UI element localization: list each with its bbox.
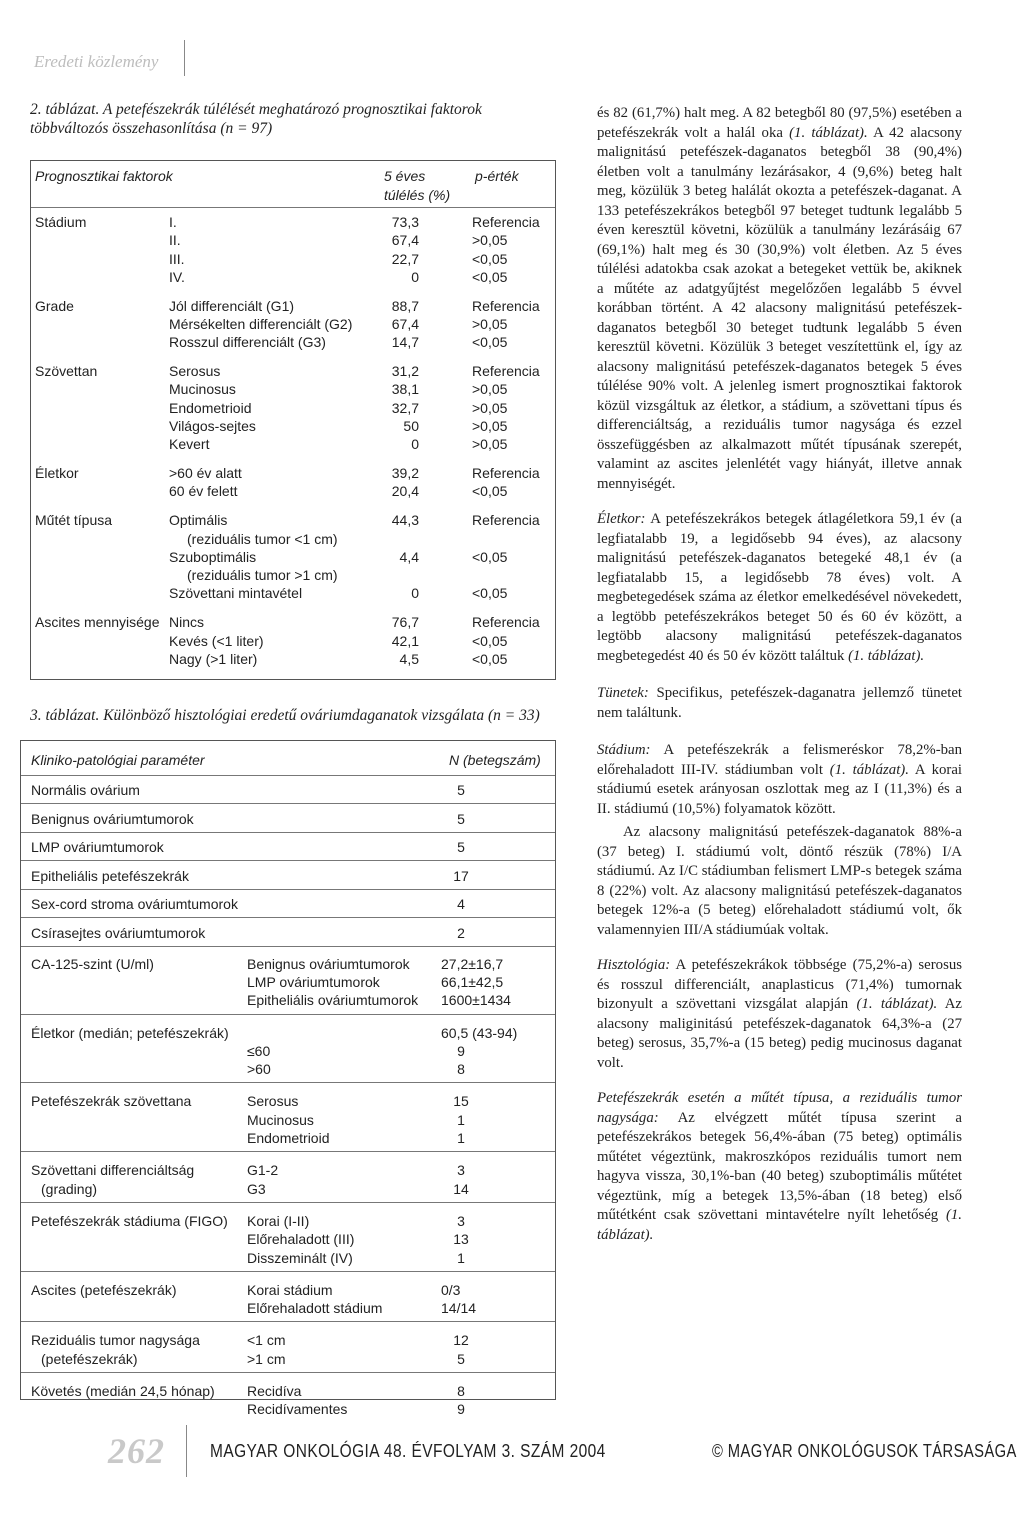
table2-group-name: Stádium: [35, 214, 87, 230]
paragraph-histology-text: A petefészekrákok többsége (75,2%-a) serosus és rosszul differenciált, anaplasticus (71,4%) tumornak bizonyult a szövettani vizsgálat alapján: [597, 957, 962, 1012]
table2-survival-value: 4,5: [399, 650, 419, 667]
table3-group-label: Petefészekrák szövettana: [31, 1093, 192, 1110]
table2-group-name: Ascites mennyisége: [35, 614, 160, 631]
table3-sub-label: Epitheliális ováriumtumorok: [247, 992, 419, 1009]
table2-level: (reziduális tumor <1 cm): [187, 530, 338, 547]
table3-sub-label: Mucinosus: [247, 1111, 314, 1128]
table2-p-value: Referencia: [472, 512, 540, 529]
table3-sub-n: 9: [457, 1042, 465, 1059]
table2-survival-value: 0: [411, 436, 419, 453]
table3-row-rule: [21, 1202, 555, 1203]
table2-header-rule: [31, 207, 555, 208]
table2-level: >60 év alatt: [169, 465, 242, 482]
table2-level: Mérsékelten differenciált (G2): [169, 316, 353, 332]
table3-sub-n: 3: [457, 1212, 465, 1229]
table3-sub-label: G3: [247, 1180, 266, 1197]
table3-row-n: 5: [457, 782, 465, 798]
page-number: 262: [108, 1431, 165, 1471]
copyright-notice: © MAGYAR ONKOLÓGUSOK TÁRSASÁGA: [712, 1441, 1017, 1461]
table3-row-rule: [21, 1321, 555, 1322]
table3-sub-n: 0/3: [441, 1281, 461, 1298]
table3-row-rule: [21, 946, 555, 947]
paragraph-survival: [597, 104, 962, 494]
table3-sub-label: ≤60: [247, 1042, 271, 1059]
table3-group-label: Reziduális tumor nagysága: [31, 1332, 200, 1349]
table3-sub-label: Előrehaladott (III): [247, 1231, 355, 1248]
paragraph-stage: [597, 741, 962, 819]
paragraph-stage-rest: A korai stádiumú esetek arányosan oszlottak meg az I (11,3%) és a II. stádiumú (10,5%) folyamatok között.: [597, 761, 962, 817]
table2-p-value: <0,05: [472, 548, 508, 565]
paragraph-lmp-stage: [597, 823, 962, 940]
table3-sub-label: Korai (I-II): [247, 1212, 310, 1229]
table2-level: Kevert: [169, 436, 210, 453]
table3-sub-label: Benignus ováriumtumorok: [247, 955, 410, 972]
table3-sub-label: Serosus: [247, 1093, 299, 1110]
table2-survival-value: 50: [403, 418, 419, 434]
table3-row-label: Epitheliális petefészekrák: [31, 867, 189, 884]
table3-row-rule: [21, 1151, 555, 1152]
table2-p-value: Referencia: [472, 465, 540, 482]
table3-sub-n: 1: [457, 1111, 465, 1128]
table2-p-value: <0,05: [472, 250, 508, 267]
paragraph-age: [597, 510, 962, 666]
table2-group-name: Grade: [35, 297, 74, 314]
table2-level: Szövettani mintavétel: [169, 585, 303, 602]
table3-row-n: 5: [457, 810, 465, 827]
table3-row-rule: [21, 1082, 555, 1083]
table3-row-rule: [21, 803, 555, 804]
table3-row-rule: [21, 917, 555, 918]
table3-group-label: Szövettani differenciáltság: [31, 1162, 195, 1179]
table2-survival-value: 42,1: [391, 632, 419, 649]
paragraph-symptoms: [597, 684, 962, 723]
table3-sub-label: LMP ováriumtumorok: [247, 973, 380, 990]
table2-level: Mucinosus: [169, 381, 236, 398]
table3-row-rule: [21, 889, 555, 890]
table3: [20, 740, 556, 1418]
table2-p-value: >0,05: [472, 418, 508, 434]
table2-level: I.: [169, 214, 177, 230]
table2-level: II.: [169, 232, 181, 249]
table2: [30, 160, 556, 680]
table2-p-value: <0,05: [472, 268, 508, 285]
table2-survival-value: 44,3: [391, 512, 419, 529]
paragraph-surgery-ref: (1. táblázat).: [597, 1207, 962, 1243]
table2-header-p: p-érték: [475, 168, 519, 184]
table2-level: Világos-sejtes: [169, 418, 256, 434]
table2-level: 60 év felett: [169, 483, 238, 500]
table2-level: Serosus: [169, 363, 221, 380]
table2-survival-value: 67,4: [391, 316, 419, 332]
table3-sub-n: 1: [457, 1130, 465, 1146]
journal-citation: MAGYAR ONKOLÓGIA 48. ÉVFOLYAM 3. SZÁM 2004: [210, 1441, 606, 1461]
table3-sub-n: 1600±1434: [441, 992, 511, 1009]
table2-survival-value: 76,7: [391, 614, 419, 631]
paragraph-histology-ref: (1. táblázat).: [856, 996, 938, 1012]
paragraph-survival-text: és 82 (61,7%) halt meg. A 82 betegből 80 (97,5%) esetében a petefészekrák volt a halál oka: [597, 105, 962, 141]
table2-level: Szuboptimális: [169, 548, 257, 565]
table2-level: Endometrioid: [169, 399, 252, 416]
table3-group-label: Életkor (medián; petefészekrák): [31, 1024, 229, 1041]
table2-caption-line1: 2. táblázat. A petefészekrák túlélését meghatározó prognosztikai faktorok: [30, 101, 482, 118]
table2-p-value: <0,05: [472, 334, 508, 351]
table2-p-value: >0,05: [472, 232, 508, 249]
table3-row-label: Benignus ováriumtumorok: [31, 810, 194, 827]
table3-sub-label: G1-2: [247, 1162, 279, 1179]
table3-row-n: 5: [457, 839, 465, 856]
table3-group-label: Követés (medián 24,5 hónap): [31, 1383, 215, 1399]
table2-survival-value: 31,2: [391, 363, 419, 380]
table2-header-survival-1: 5 éves: [384, 168, 426, 184]
table3-header-rule: [21, 775, 555, 776]
table2-survival-value: 38,1: [391, 381, 419, 398]
table3-sub-label: Recidíva: [247, 1383, 302, 1399]
table2-survival-value: 4,4: [399, 548, 419, 565]
table3-row-n: 2: [457, 925, 465, 941]
table2-p-value: Referencia: [472, 297, 540, 314]
table3-sub-n: 14/14: [441, 1300, 477, 1317]
table3-sub-n: 14: [453, 1180, 469, 1197]
paragraph-surgery: [597, 1089, 962, 1245]
table3-row-rule: [21, 860, 555, 861]
table3-sub-n: 12: [453, 1332, 469, 1349]
table3-sub-label: Recidívamentes: [247, 1401, 348, 1418]
table2-level: Nincs: [169, 614, 205, 631]
table2-survival-value: 20,4: [391, 483, 419, 500]
paragraph-histology: [597, 956, 962, 1073]
table2-header-factor: Prognosztikai faktorok: [35, 168, 173, 184]
table3-group-label: Ascites (petefészekrák): [31, 1281, 177, 1298]
table2-survival-value: 88,7: [391, 297, 419, 314]
table2-level: Optimális: [169, 512, 228, 529]
table3-row-rule: [21, 1372, 555, 1373]
table3-sub-label: Előrehaladott stádium: [247, 1300, 383, 1317]
table2-header-survival-2: túlélés (%): [384, 187, 451, 203]
table3-sub-label: <1 cm: [247, 1332, 286, 1349]
table2-p-value: >0,05: [472, 316, 508, 332]
header-divider: [184, 40, 185, 76]
table2-survival-value: 22,7: [391, 250, 419, 267]
table3-header-n: N (betegszám): [449, 752, 541, 768]
table3-group-label: Petefészekrák stádiuma (FIGO): [31, 1212, 228, 1229]
table3-group-n: 60,5 (43-94): [441, 1024, 518, 1041]
table2-p-value: >0,05: [472, 399, 508, 416]
table3-header-param: Kliniko-patológiai paraméter: [31, 752, 205, 768]
table2-level: (reziduális tumor >1 cm): [187, 567, 338, 584]
table2-p-value: Referencia: [472, 214, 540, 230]
table3-sub-n: 8: [457, 1061, 465, 1078]
table3-group-label-cont: (grading): [41, 1180, 98, 1197]
table3-row-rule: [21, 1014, 555, 1015]
paragraph-stage-lead: Stádium:: [597, 742, 651, 758]
table3-caption-prefix: 3. táblázat.: [30, 707, 100, 724]
table3-row-rule: [21, 1271, 555, 1272]
table3-sub-label: Disszeminált (IV): [247, 1249, 353, 1266]
table2-level: Nagy (>1 liter): [169, 650, 258, 667]
table2-p-value: <0,05: [472, 632, 508, 649]
table2-p-value: <0,05: [472, 650, 508, 667]
table2-level: Jól differenciált (G1): [169, 297, 295, 314]
table3-caption: [30, 706, 570, 725]
paragraph-age-lead: Életkor:: [597, 511, 646, 527]
table2-level: III.: [169, 250, 185, 267]
paragraph-stage-ref: (1. táblázat).: [829, 761, 909, 778]
table3-sub-n: 1: [457, 1249, 465, 1266]
table3-sub-n: 66,1±42,5: [441, 973, 504, 990]
table2-p-value: Referencia: [472, 614, 540, 631]
paragraph-surgery-text: Az elvégzett műtét típusa szerint a petefészekrákos betegek 56,4%-ában (75 beteg) optimális műtétet végeztünk, makroszkópos reziduális tumort nem hagyva vissza, 30,1%-ban (40 beteg) szuboptimális műtétet végeztünk, míg a betegek 13,5%-ában (18 beteg) első műtétként csak szövettani mintavételre nyílt lehetőség: [597, 1109, 963, 1223]
table2-level: Rosszul differenciált (G3): [169, 334, 326, 351]
table3-sub-n: 13: [453, 1231, 469, 1248]
table3-row-n: 17: [453, 867, 469, 884]
table3-sub-n: 9: [457, 1401, 465, 1418]
table3-row-label: Csírasejtes ováriumtumorok: [31, 925, 206, 941]
table2-p-value: >0,05: [472, 436, 508, 453]
table2-caption: [30, 100, 570, 138]
paragraph-symptoms-lead: Tünetek:: [597, 685, 649, 701]
table3-group-label: CA-125-szint (U/ml): [31, 955, 154, 972]
table2-survival-value: 39,2: [391, 465, 419, 482]
table2-survival-value: 0: [411, 268, 419, 285]
table3-row-n: 4: [457, 896, 465, 913]
paragraph-survival-rest: A 42 alacsony malignitású petefészek-daganatos betegből 38 (90,4%) életben volt a tanulmány lezárásakor, 4 (9,6%) beteg halt meg, közülük 3 beteg halálát okozta a petefészek-daganat. A 133 petefészekrákos betegből 97 beteget tudtunk legalább 5 éven keresztül követni, közülük a tanulmány lezárásáig 67 (69,1%) halt meg és 30 (30,9%) volt életben. Az 5 éves túlélési adatokba csak azokat a betegeket vettük be, akiknek a műtéte az adatgyűjtést megelőzően legalább 5 évvel korábban történt. A 42 alacsony malignitású petefészek-daganatos betegből 30 beteget tudtunk legalább 5 éven keresztül követni. Közülük 3 beteget veszítettünk el, így az alacsony malignitású petefészek-daganatos betegek 5 éves túlélése 90% volt. A jelenleg ismert prognosztikai faktorok közül vizsgáltuk az életkor, a stádium, a szövettani típus és differenciáltság, a reziduális tumor nagysága és ezzel összefüggésben az alkalmazott műtét típusának szerepét, valamint az ascites jelenlétét vagy hiányát, illetve annak mennyiségét.: [597, 124, 962, 492]
body-text-column: [597, 104, 962, 1245]
paragraph-stage-text: A petefészekrák a felismeréskor 78,2%-ban előrehaladott III-IV. stádiumban volt: [597, 742, 962, 778]
section-label: Eredeti közlemény: [34, 52, 159, 71]
table3-row-label: Normális ovárium: [31, 782, 140, 798]
paragraph-age-ref: (1. táblázat).: [848, 647, 925, 664]
table2-group-name: Műtét típusa: [35, 512, 113, 529]
table2-survival-value: 14,7: [391, 334, 419, 351]
paragraph-symptoms-text: Specifikus, petefészek-daganatra jellemző tünetet nem találtunk.: [597, 685, 962, 721]
table3-group-label-cont: (petefészekrák): [41, 1350, 138, 1367]
paragraph-histology-lead: Hisztológia:: [597, 957, 671, 973]
table3-sub-label: Korai stádium: [247, 1281, 333, 1298]
table2-p-value: >0,05: [472, 381, 508, 398]
table3-sub-label: Endometrioid: [247, 1130, 330, 1146]
table3-sub-n: 8: [457, 1383, 465, 1399]
table2-p-value: <0,05: [472, 585, 508, 602]
table2-group-name: Szövettan: [35, 363, 98, 380]
table3-sub-label: >60: [247, 1061, 271, 1078]
table3-caption-text: Különböző hisztológiai eredetű ováriumdaganatok vizsgálata (n = 33): [103, 707, 540, 724]
table3-row-label: Sex-cord stroma ováriumtumorok: [31, 896, 238, 913]
table3-sub-n: 27,2±16,7: [441, 955, 504, 972]
table2-level: IV.: [169, 268, 185, 285]
paragraph-age-text: A petefészekrákos betegek átlagéletkora 59,1 év (a legfiatalabb 19, a legidősebb 94 éves), az alacsony malignitású petefészek-daganatos betegeké 48,1 év (a legfiatalabb 15, a legidősebb 78 éves) volt. A megbetegedések száma az életkor emelkedésével növekedett, a legtöbb petefészekrákos beteget 50 és 60 év között, a legtöbb alacsony malignitású petefészek-daganatos megbetegedést 40 és 50 év között találtuk: [597, 511, 962, 664]
table3-sub-n: 3: [457, 1162, 465, 1179]
paragraph-surgery-lead: Petefészekrák esetén a műtét típusa, a reziduális tumor nagysága:: [597, 1090, 962, 1126]
table2-group-name: Életkor: [35, 465, 79, 482]
table2-survival-value: 67,4: [391, 232, 419, 249]
table3-sub-label: >1 cm: [247, 1350, 286, 1367]
table2-p-value: Referencia: [472, 363, 540, 380]
table3-row-label: LMP ováriumtumorok: [31, 839, 164, 856]
table3-sub-n: 15: [453, 1093, 469, 1110]
table2-survival-value: 73,3: [391, 214, 419, 230]
table2-survival-value: 32,7: [391, 399, 419, 416]
table2-level: Kevés (<1 liter): [169, 632, 264, 649]
table3-row-rule: [21, 832, 555, 833]
table2-caption-line2: többváltozós összehasonlítása (n = 97): [30, 120, 273, 137]
paragraph-lmp-stage-text: Az alacsony malignitású petefészek-daganatok 88%-a (37 beteg) I. stádiumú volt, döntő részük (78%) I/A stádiumú. Az I/C stádiumban felismert LMP-s betegek száma 8 (22%) volt. Az alacsony malignitású petefészek-daganatos betegek 12%-a (5 beteg) előrehaladott stádiumú volt, ők valamennyien III/A stádiumúak voltak.: [597, 824, 962, 938]
table2-p-value: <0,05: [472, 483, 508, 500]
table2-survival-value: 0: [411, 585, 419, 602]
table3-sub-n: 5: [457, 1350, 465, 1367]
paragraph-histology-rest: Az alacsony maliginitású petefészek-daganatok 64,3%-a (27 beteg) serosus, 35,7%-a (15 beteg) pedig mucinosus daganat volt.: [597, 996, 962, 1071]
footer-divider: [186, 1425, 187, 1477]
paragraph-survival-ref: (1. táblázat).: [789, 124, 868, 141]
